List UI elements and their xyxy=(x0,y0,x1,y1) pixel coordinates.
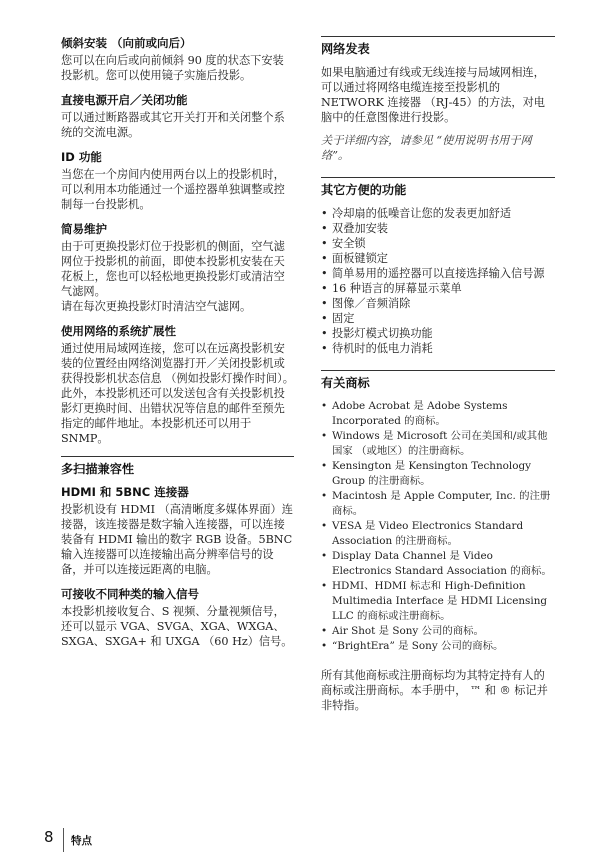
left-column xyxy=(61,36,294,659)
feature-tilt xyxy=(61,36,294,83)
network-note: 关于详细内容，请参见 “使用说明书用于网络”。 xyxy=(321,134,532,162)
list-item: • “BrightEra” 是 Sony 公司的商标。 xyxy=(321,640,504,652)
list-item: • HDMI、HDMI 标志和 High-Definition Multimedia Interface 是 HDMI Licensing LLC 的商标或注册商标。 xyxy=(321,580,548,622)
list-item: • Macintosh 是 Apple Computer, Inc. 的注册商标。 xyxy=(321,490,551,517)
list-item: • 安全锁 xyxy=(321,237,366,250)
section-title: 其它方便的功能 xyxy=(321,183,407,197)
feature-heading: 可接收不同种类的输入信号 xyxy=(61,587,199,601)
section-header-trademarks xyxy=(321,370,555,391)
feature-text: 您可以在向后或向前倾斜 90 度的状态下安装投影机。您可以使用镜子实施后投影。 xyxy=(61,54,284,82)
section-header-multiscan xyxy=(61,456,294,477)
feature-inputs xyxy=(61,587,294,649)
footer-section-label: 特点 xyxy=(71,835,92,847)
list-item: • Air Shot 是 Sony 公司的商标。 xyxy=(321,625,484,637)
list-item: • Kensington 是 Kensington Technology Group 的注册商标。 xyxy=(321,460,532,487)
feature-hdmi xyxy=(61,485,294,577)
list-item: • Windows 是 Microsoft 公司在美国和/或其他国家 （或地区）的注册商标。 xyxy=(321,430,548,457)
footer-divider xyxy=(63,828,64,852)
page-footer xyxy=(44,828,164,856)
feature-text: 此外，本投影机还可以发送包含有关投影机投影灯更换时间、出错状况等信息的邮件至预先指定的邮件地址。本投影机还可以用于 SNMP。 xyxy=(61,387,285,445)
page-number: 8 xyxy=(44,828,54,846)
feature-text: 当您在一个房间内使用两台以上的投影机时，可以利用本功能通过一个遥控器单独调整或控制每一台投影机。 xyxy=(61,168,285,211)
feature-text: 投影机设有 HDMI （高清晰度多媒体界面）连接器，该连接器是数字输入连接器，可以连接装备有 HDMI 输出的数字 RGB 设备。5BNC 输入连接器可以连接输出高分辨率信号的设备，并可以连接远距离的电脑。 xyxy=(61,503,293,576)
list-item: • 待机时的低电力消耗 xyxy=(321,342,433,355)
list-item: • 冷却扇的低噪音让您的发表更加舒适 xyxy=(321,207,512,220)
convenience-list xyxy=(321,206,555,356)
section-title: 网络发表 xyxy=(321,42,370,56)
section-title: 多扫描兼容性 xyxy=(61,462,135,476)
feature-text: 通过使用局域网连接，您可以在远离投影机安装的位置经由网络浏览器打开／关闭投影机或获得投影机状态信息 （例如投影灯操作时间）。 xyxy=(61,342,294,385)
list-item: • 简单易用的遥控器可以直接选择输入信号源 xyxy=(321,267,545,280)
feature-text: 可以通过断路器或其它开关打开和关闭整个系统的交流电源。 xyxy=(61,111,285,139)
section-header-network xyxy=(321,36,555,57)
network-presentation xyxy=(321,65,555,163)
feature-heading: 使用网络的系统扩展性 xyxy=(61,324,176,338)
trademark-list xyxy=(321,399,555,654)
right-column xyxy=(321,36,555,713)
feature-text: 本投影机接收复合、S 视频、分量视频信号，还可以显示 VGA、SVGA、XGA、WXGA、SXGA、SXGA+ 和 UXGA （60 Hz）信号。 xyxy=(61,605,293,648)
feature-heading: ID 功能 xyxy=(61,150,102,164)
section-header-convenience xyxy=(321,177,555,198)
feature-heading: 倾斜安装 （向前或向后） xyxy=(61,36,192,50)
feature-id xyxy=(61,150,294,212)
section-title: 有关商标 xyxy=(321,376,370,390)
list-item: • 投影灯模式切换功能 xyxy=(321,327,433,340)
list-item: • 图像／音频消除 xyxy=(321,297,411,310)
list-item: • 面板键锁定 xyxy=(321,252,388,265)
list-item: • 双叠加安装 xyxy=(321,222,388,235)
feature-text: 请在每次更换投影灯时清洁空气滤网。 xyxy=(61,300,252,313)
feature-heading: 直接电源开启／关闭功能 xyxy=(61,93,188,107)
list-item: • Display Data Channel 是 Video Electronics Standard Association 的商标。 xyxy=(321,550,552,577)
feature-heading: 简易维护 xyxy=(61,222,107,236)
feature-heading: HDMI 和 5BNC 连接器 xyxy=(61,485,189,499)
list-item: • 固定 xyxy=(321,312,355,325)
trademark-closing: 所有其他商标或注册商标均为其特定持有人的商标或注册商标。本手册中， ™ 和 ® 标记并非特指。 xyxy=(321,669,548,712)
feature-network xyxy=(61,324,294,446)
network-text: 如果电脑通过有线或无线连接与局域网相连，可以通过将网络电缆连接至投影机的 NETWORK 连接器 （RJ-45）的方法，对电脑中的任意图像进行投影。 xyxy=(321,66,545,124)
feature-text: 由于可更换投影灯位于投影机的侧面，空气滤网位于投影机的前面，即使本投影机安装在天花板上，您也可以轻松地更换投影灯或清洁空气滤网。 xyxy=(61,240,285,298)
feature-maintenance xyxy=(61,222,294,314)
list-item: • VESA 是 Video Electronics Standard Association 的注册商标。 xyxy=(321,520,524,547)
list-item: • 16 种语言的屏幕显示菜单 xyxy=(321,282,462,295)
feature-power xyxy=(61,93,294,140)
list-item: • Adobe Acrobat 是 Adobe Systems Incorporated 的商标。 xyxy=(321,400,508,427)
